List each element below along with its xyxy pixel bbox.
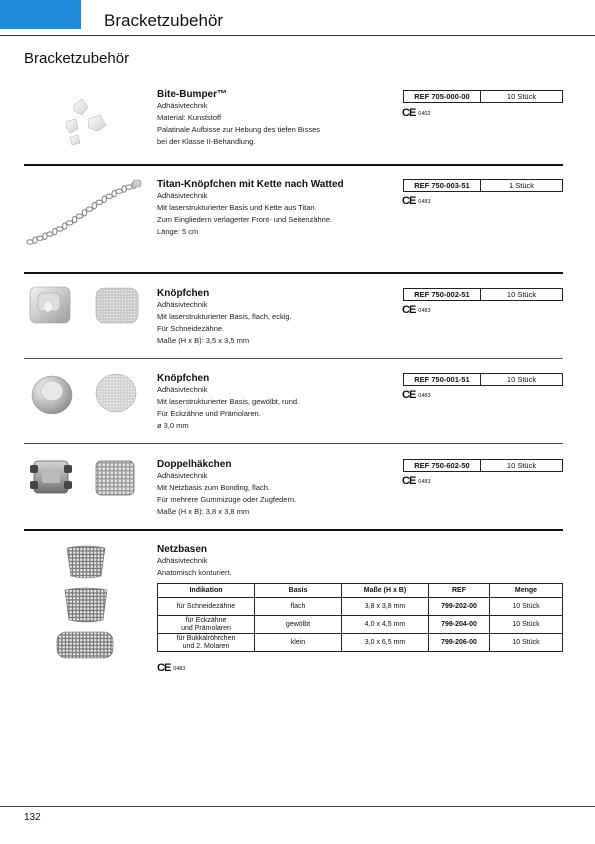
product-desc-line: Mit laserstrukturierter Basis und Kette aus Titan. <box>157 203 317 212</box>
ce-icon: CE <box>402 389 416 401</box>
chain-link <box>86 207 92 211</box>
quantity: 1 Stück <box>508 181 534 190</box>
product-desc-line: Maße (H x B): 3,8 x 3,8 mm <box>157 507 250 516</box>
header-accent-bar <box>0 0 81 29</box>
column-header: Basis <box>255 584 342 598</box>
section-title: Bracketzubehör <box>24 50 130 67</box>
cell-text: und Prämolaren <box>181 624 231 632</box>
product-desc-line: Adhäsivtechnik <box>157 385 208 394</box>
ce-mark <box>402 476 431 487</box>
bite-bumper-image <box>62 95 120 153</box>
product-desc-line: Für Eckzähne und Prämolaren. <box>157 409 261 418</box>
ce-icon: CE <box>157 662 171 674</box>
ref-number: REF 750-001-51 <box>404 374 481 385</box>
knoepfchen-round-image <box>28 369 148 417</box>
product-desc-line: Anatomisch konturiert. <box>157 568 232 577</box>
ce-number: 0402 <box>418 111 431 117</box>
section-divider <box>24 529 563 531</box>
page-header-title: Bracketzubehör <box>104 11 224 30</box>
ref-number: REF 705-000-00 <box>404 91 481 102</box>
knoepfchen-flat-image <box>28 283 148 328</box>
table-row <box>158 616 563 634</box>
chain-link <box>47 232 53 236</box>
column-header: REF <box>429 584 490 598</box>
product-desc-line: bei der Klasse II-Behandlung. <box>157 137 256 146</box>
product-titan-chain <box>157 179 344 238</box>
cell-masse: 3,0 x 6,5 mm <box>342 634 429 652</box>
product-desc-line: Mit Netzbasis zum Bonding, flach. <box>157 483 270 492</box>
cell-basis: gewölbt <box>255 616 342 634</box>
product-desc-line: Palatinale Aufbisse zur Hebung des tiefen Bisses <box>157 125 321 134</box>
product-desc-line: Zum Eingliedern verlagerter Front- und Seitenzähne. <box>157 215 333 224</box>
quantity: 10 Stück <box>506 375 537 384</box>
netzbasen-image <box>55 544 117 662</box>
cell-menge: 10 Stück <box>490 634 563 652</box>
ce-mark <box>402 305 431 316</box>
ce-number: 0483 <box>418 199 431 205</box>
chain-link <box>57 227 63 231</box>
page-number: 132 <box>24 812 41 823</box>
quantity: 10 Stück <box>506 461 537 470</box>
chain-link <box>106 194 112 198</box>
cell-ref: 799-204-00 <box>429 616 490 634</box>
ref-number: REF 750-002-51 <box>404 289 481 300</box>
ce-number: 0483 <box>418 393 431 399</box>
product-bite-bumper <box>157 89 320 148</box>
cell-ref: 799-206-00 <box>429 634 490 652</box>
chain-link <box>27 240 33 244</box>
ce-icon: CE <box>402 195 416 207</box>
product-desc-line: Mit laserstrukturierter Basis, gewölbt, rund. <box>157 397 300 406</box>
chain-link <box>116 189 122 193</box>
column-header: Menge <box>490 584 563 598</box>
product-name: Titan-Knöpfchen mit Kette nach Watted <box>157 179 344 190</box>
ref-box <box>403 459 563 472</box>
product-netzbasen <box>157 544 232 579</box>
product-desc-line: Mit laserstrukturierter Basis, flach, eckig. <box>157 312 292 321</box>
product-desc-line: Adhäsivtechnik <box>157 191 208 200</box>
titan-chain-image <box>26 178 146 248</box>
ce-icon: CE <box>402 107 416 119</box>
ref-box <box>403 373 563 386</box>
section-divider <box>24 272 563 274</box>
cell-indikation <box>158 634 255 652</box>
product-knoepfchen-round <box>157 373 299 432</box>
product-desc-line: Adhäsivtechnik <box>157 471 208 480</box>
cell-menge: 10 Stück <box>490 598 563 616</box>
cell-masse: 4,0 x 4,5 mm <box>342 616 429 634</box>
chain-link <box>96 200 102 204</box>
cell-ref: 799-202-00 <box>429 598 490 616</box>
chain-link <box>76 214 82 218</box>
ce-mark <box>402 390 431 401</box>
product-knoepfchen-flat <box>157 288 292 347</box>
ce-icon: CE <box>402 475 416 487</box>
section-divider <box>24 443 563 444</box>
product-desc-line: Adhäsivtechnik <box>157 300 208 309</box>
chain-link <box>37 236 43 240</box>
product-name: Netzbasen <box>157 544 208 555</box>
doppelhaekchen-image <box>30 455 150 500</box>
section-divider <box>24 358 563 359</box>
table-header-row <box>158 584 563 598</box>
ce-mark <box>402 108 431 119</box>
cell-basis: klein <box>255 634 342 652</box>
product-desc-line: Maße (H x B): 3,5 x 3,5 mm <box>157 336 250 345</box>
cell-text: für Bukkalröhrchen <box>176 634 236 642</box>
ref-number: REF 750-003-51 <box>404 180 481 191</box>
table-row <box>158 598 563 616</box>
column-header: Indikation <box>158 584 255 598</box>
cell-text: für Schneidezähne <box>176 602 236 610</box>
quantity: 10 Stück <box>506 290 537 299</box>
ce-number: 0483 <box>418 308 431 314</box>
product-desc-line: Für mehrere Gummizüge oder Zugfedern. <box>157 495 297 504</box>
product-name: Doppelhäkchen <box>157 459 232 470</box>
product-doppelhaekchen <box>157 459 296 518</box>
product-desc-line: Für Schneidezähne. <box>157 324 225 333</box>
product-desc-line: Adhäsivtechnik <box>157 556 208 565</box>
product-name: Knöpfchen <box>157 373 210 384</box>
ce-mark <box>402 196 431 207</box>
chain-link <box>66 221 72 225</box>
cell-indikation <box>158 616 255 634</box>
product-desc-line: Länge: 5 cm <box>157 227 199 236</box>
column-header: Maße (H x B) <box>342 584 429 598</box>
product-desc-line: Material: Kunststoff <box>157 113 222 122</box>
ref-number: REF 750-602-50 <box>404 460 481 471</box>
ce-number: 0483 <box>418 479 431 485</box>
netzbasen-table <box>157 583 563 652</box>
product-name: Knöpfchen <box>157 288 210 299</box>
cell-text: für Eckzähne <box>185 616 227 624</box>
quantity: 10 Stück <box>506 92 537 101</box>
ref-box <box>403 90 563 103</box>
product-desc-line: ø 3,0 mm <box>157 421 189 430</box>
header-divider <box>0 35 595 36</box>
product-desc-line: Adhäsivtechnik <box>157 101 208 110</box>
cell-basis: flach <box>255 598 342 616</box>
footer-divider <box>0 806 595 807</box>
product-name: Bite-Bumper™ <box>157 89 228 100</box>
ref-box <box>403 288 563 301</box>
cell-text: und 2. Molaren <box>182 642 230 650</box>
ce-number: 0483 <box>173 666 186 672</box>
ce-icon: CE <box>402 304 416 316</box>
ref-box <box>403 179 563 192</box>
cell-indikation <box>158 598 255 616</box>
table-row <box>158 634 563 652</box>
ce-mark <box>157 663 186 674</box>
chain-link <box>126 185 132 189</box>
section-divider <box>24 164 563 166</box>
cell-menge: 10 Stück <box>490 616 563 634</box>
cell-masse: 3,8 x 3,8 mm <box>342 598 429 616</box>
